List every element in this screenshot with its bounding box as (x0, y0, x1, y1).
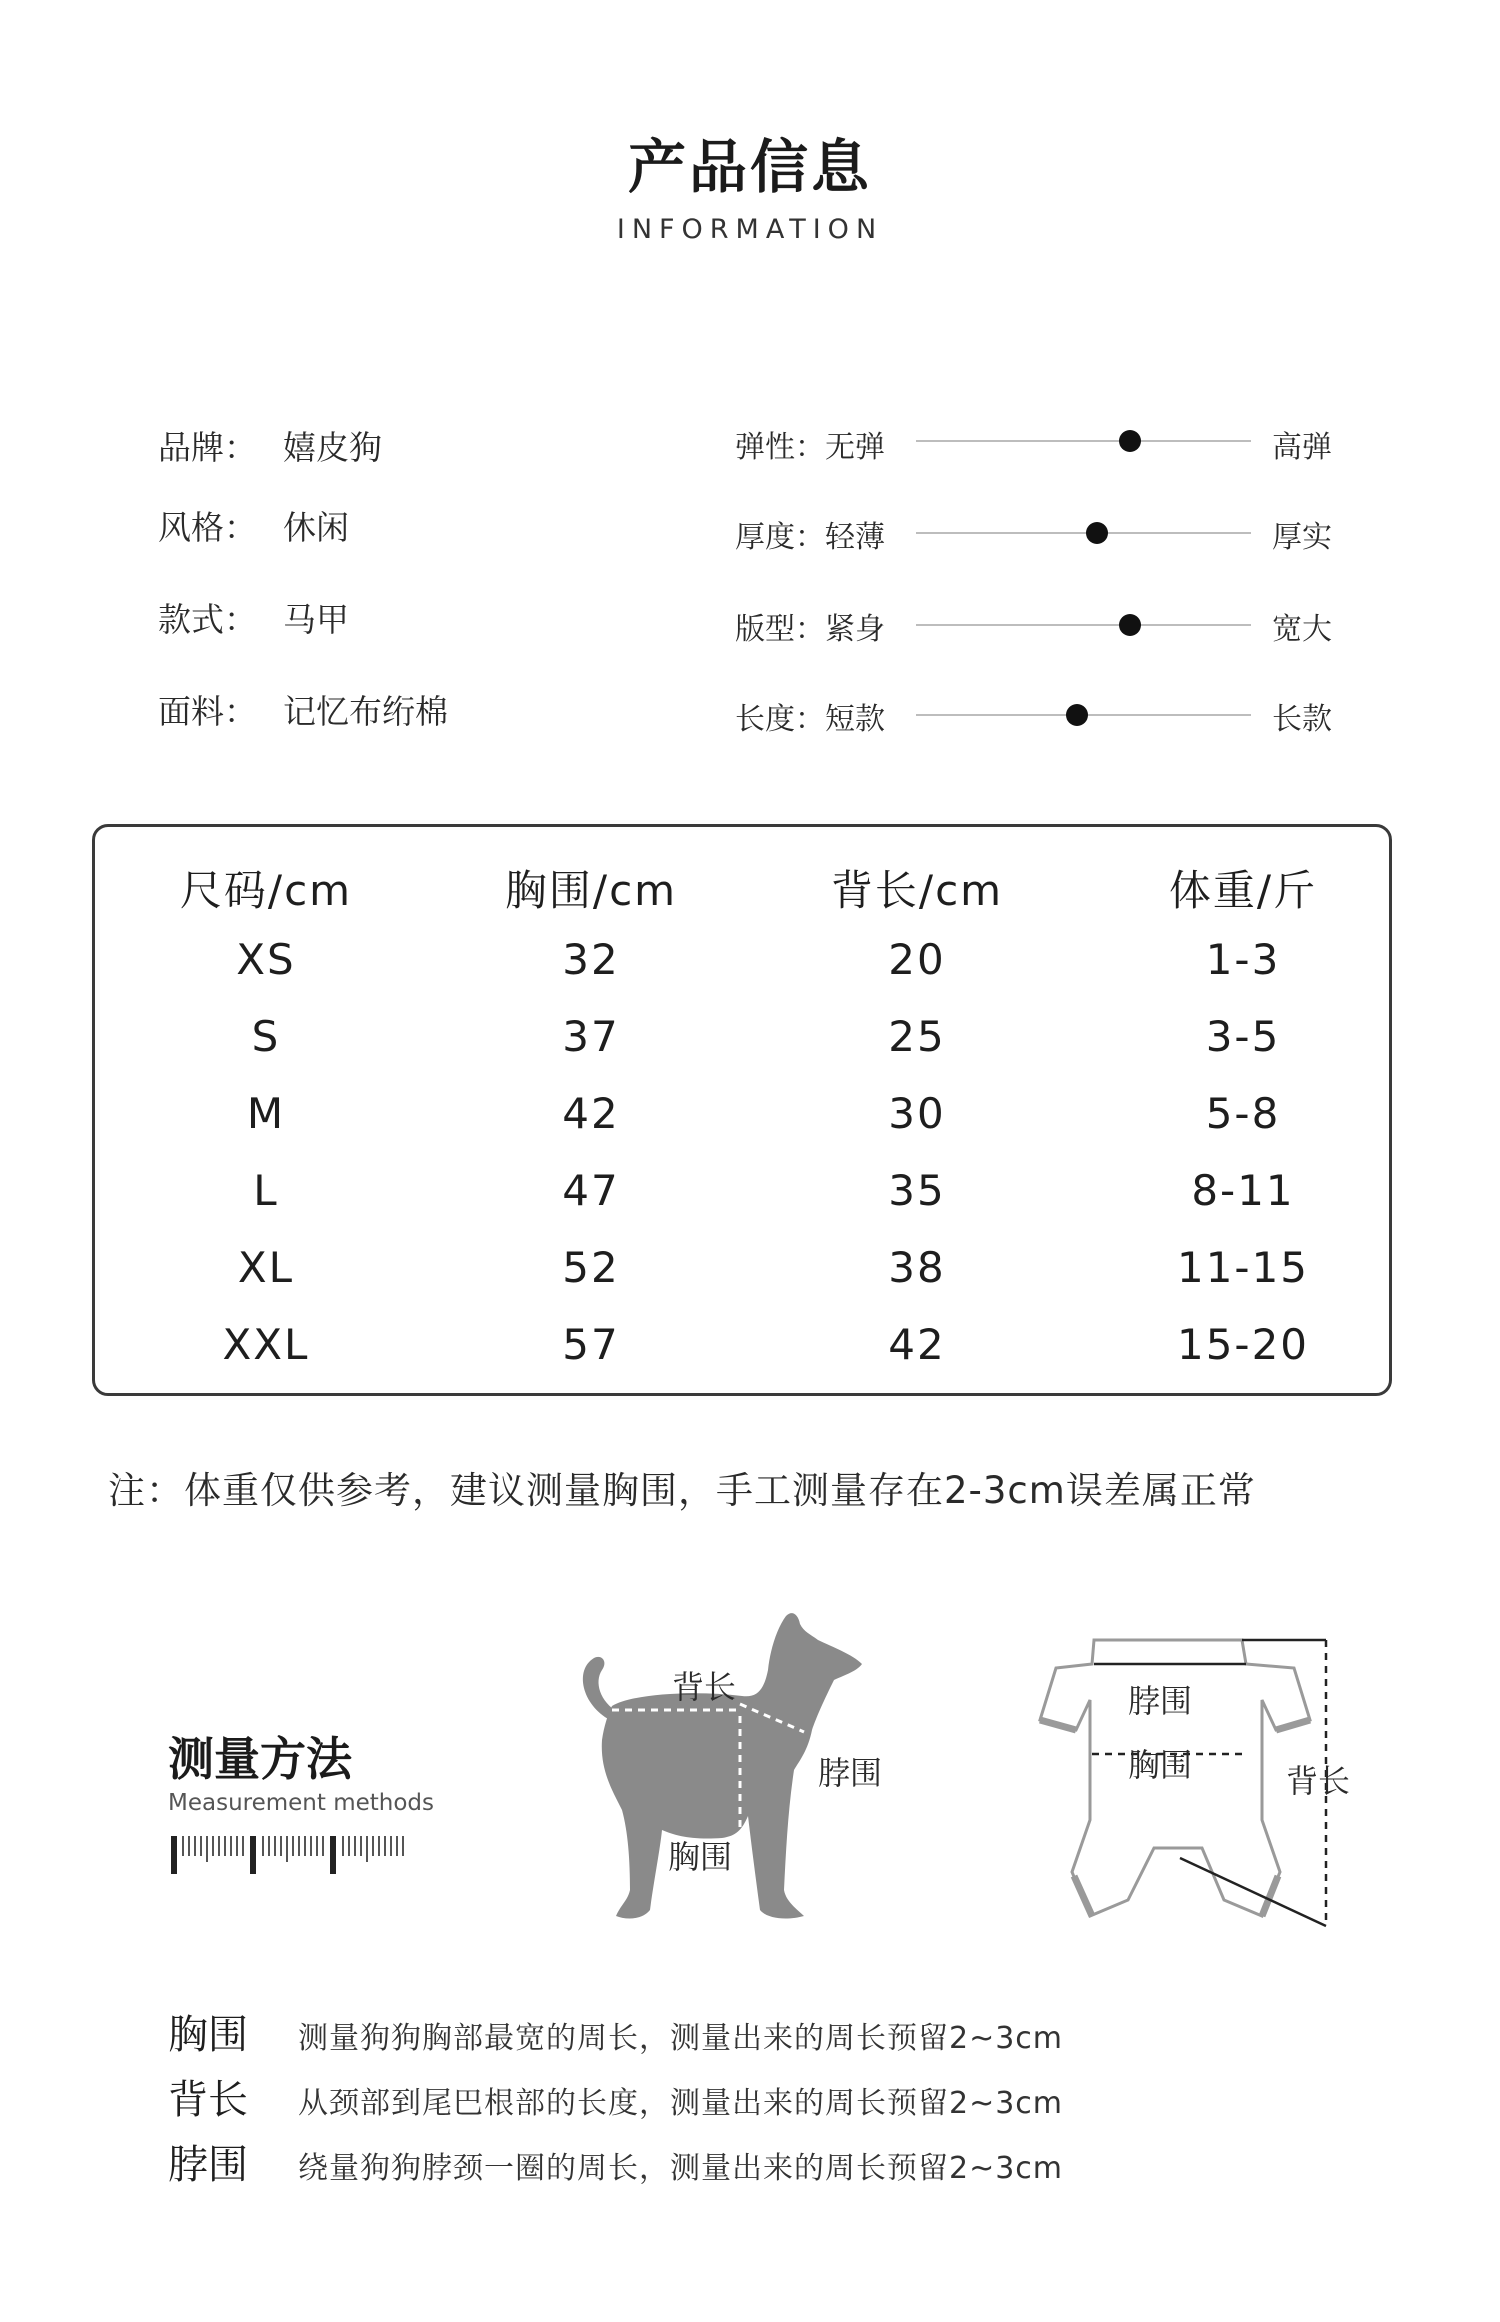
attribute-label: 长度：短款 (735, 702, 885, 737)
table-cell: 15-20 (1176, 1320, 1310, 1369)
table-cell: 52 (562, 1243, 620, 1292)
info-label: 品牌： (158, 428, 257, 467)
size-note: 注：体重仅供参考，建议测量胸围，手工测量存在2-3cm误差属正常 (108, 1469, 1256, 1512)
table-cell: L (253, 1166, 279, 1215)
table-cell: 25 (888, 1012, 946, 1061)
attribute-high-label: 厚实 (1272, 520, 1332, 555)
table-cell: 38 (888, 1243, 946, 1292)
info-label: 款式： (158, 600, 257, 639)
info-value: 马甲 (283, 600, 349, 639)
definition-chest (168, 2003, 1063, 2060)
garment-label-chest: 胸围 (1128, 1746, 1193, 1784)
size-table (92, 824, 1392, 1396)
table-cell: 35 (888, 1166, 946, 1215)
slider-track (916, 532, 1251, 534)
slider-track (916, 624, 1251, 626)
table-cell: 57 (562, 1320, 620, 1369)
info-value: 嬉皮狗 (283, 428, 382, 467)
page-subtitle: INFORMATION (616, 214, 884, 245)
table-header: 体重/斤 (1168, 866, 1318, 915)
garment-label-back: 背长 (1286, 1762, 1351, 1800)
measurement-subtitle: Measurement methods (168, 1790, 435, 1816)
table-cell: 11-15 (1176, 1243, 1310, 1292)
slider-dot (1119, 614, 1141, 636)
ruler-icon (168, 1832, 418, 1876)
attribute-high-label: 宽大 (1272, 612, 1332, 647)
table-cell: XL (237, 1243, 295, 1292)
info-label: 面料： (158, 692, 257, 731)
slider-track (916, 440, 1251, 442)
attribute-label: 版型：紧身 (735, 612, 885, 647)
dog-label-neck: 脖围 (818, 1754, 883, 1792)
definition-term: 胸围 (168, 2012, 248, 2058)
table-cell: XXL (222, 1320, 310, 1369)
attribute-high-label: 长款 (1272, 702, 1332, 737)
table-cell: XS (236, 935, 296, 984)
slider-dot (1119, 430, 1141, 452)
table-cell: 8-11 (1191, 1166, 1295, 1215)
table-cell: 3-5 (1205, 1012, 1281, 1061)
table-cell: 1-3 (1205, 935, 1281, 984)
definition-back (168, 2068, 1063, 2125)
table-cell: M (246, 1089, 286, 1138)
info-brand (158, 422, 382, 469)
definition-term: 脖围 (168, 2142, 248, 2188)
table-cell: 32 (562, 935, 620, 984)
dog-label-back: 背长 (672, 1668, 737, 1706)
definition-text: 绕量狗狗脖颈一圈的周长，测量出来的周长预留2~3cm (298, 2151, 1064, 2186)
attribute-label: 厚度：轻薄 (735, 520, 885, 555)
table-header: 背长/cm (830, 866, 1004, 915)
table-cell: 42 (888, 1320, 946, 1369)
measurement-title: 测量方法 (168, 1732, 352, 1786)
table-cell: 37 (562, 1012, 620, 1061)
dog-label-chest: 胸围 (668, 1838, 733, 1876)
table-cell: 47 (562, 1166, 620, 1215)
slider-dot (1086, 522, 1108, 544)
definition-neck (168, 2133, 1063, 2190)
table-cell: S (251, 1012, 281, 1061)
info-label: 风格： (158, 508, 257, 547)
slider-dot (1066, 704, 1088, 726)
table-cell: 5-8 (1205, 1089, 1281, 1138)
table-header: 胸围/cm (504, 866, 678, 915)
info-type (158, 594, 349, 641)
garment-label-neck: 脖围 (1128, 1682, 1193, 1720)
table-cell: 30 (888, 1089, 946, 1138)
attribute-label: 弹性：无弹 (735, 430, 885, 465)
info-style (158, 502, 349, 549)
definition-text: 从颈部到尾巴根部的长度，测量出来的周长预留2~3cm (298, 2086, 1064, 2121)
slider-track (916, 714, 1251, 716)
info-value: 记忆布绗棉 (283, 692, 448, 731)
attribute-high-label: 高弹 (1272, 430, 1332, 465)
table-header: 尺码/cm (179, 866, 353, 915)
info-value: 休闲 (283, 508, 349, 547)
definition-term: 背长 (168, 2077, 248, 2123)
info-fabric (158, 686, 448, 733)
page-title: 产品信息 (627, 133, 872, 201)
table-cell: 42 (562, 1089, 620, 1138)
definition-text: 测量狗狗胸部最宽的周长，测量出来的周长预留2~3cm (298, 2021, 1064, 2056)
table-cell: 20 (888, 935, 946, 984)
